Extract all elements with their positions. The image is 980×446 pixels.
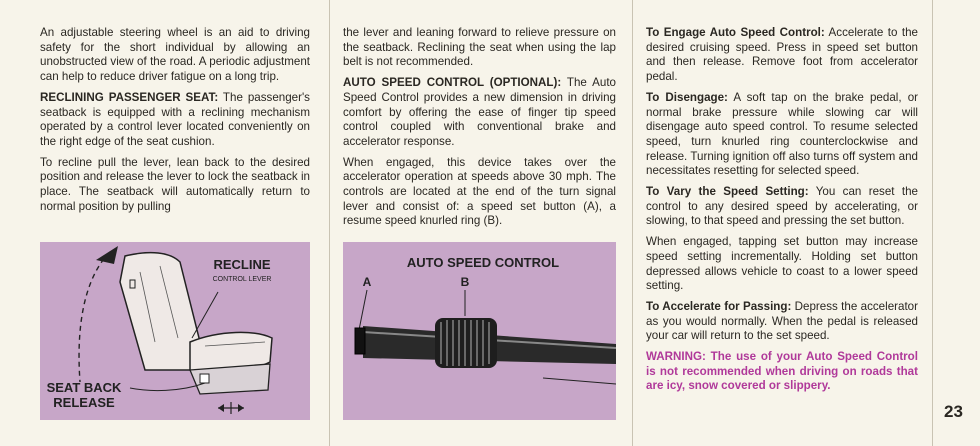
auto-speed-heading: AUTO SPEED CONTROL (OPTIONAL): xyxy=(343,76,562,90)
auto-speed-intro-text: The Auto Speed Control provides a new dimension in driving comfort by offering the ease of finger tip speed control coupled with conventional brake and accelerator response. xyxy=(343,76,616,148)
resume-knurled-ring xyxy=(435,318,497,368)
column-divider xyxy=(932,0,933,446)
column-2 xyxy=(343,26,616,235)
page-number: 23 xyxy=(944,402,963,421)
column-divider xyxy=(632,0,633,446)
engage-heading: To Engage Auto Speed Control: xyxy=(646,26,825,39)
label-b: B xyxy=(460,275,470,289)
steering-wheel-paragraph: An adjustable steering wheel is an aid to driving safety for the short individual by allowing an unobstructed view of the road. A periodic adjustment can help to reduce driver fatigue on a long trip. xyxy=(40,26,310,84)
column-1 xyxy=(40,26,310,220)
passing-text: Depress the accelerator as you would normally. When the pedal is released your car will return to the set speed. xyxy=(646,299,918,343)
passing-paragraph xyxy=(646,300,918,344)
label-a: A xyxy=(362,275,372,289)
engage-text: Accelerate to the desired cruising speed. Press in speed set button and then release. Remove foot from accelerator pedal. xyxy=(646,26,918,84)
vary-speed-heading: To Vary the Speed Setting: xyxy=(646,185,809,199)
recline-label: RECLINE xyxy=(213,257,271,272)
release-label: RELEASE xyxy=(53,395,115,410)
column-3 xyxy=(646,26,918,400)
seat-back-shape xyxy=(120,253,200,370)
auto-speed-control-figure xyxy=(343,242,616,420)
disengage-text: A soft tap on the brake pedal, or normal brake pressure while slowing car will disengage auto speed control. To resume selected speed, turn knurled ring counterclockwise and release. Turning ignition off also turns off system and necessitates resetting for selected speed. xyxy=(646,90,918,178)
warning-paragraph: WARNING: The use of your Auto Speed Control is not recommended when driving on roads that are icy, snow covered or slippery. xyxy=(646,350,918,393)
engage-paragraph xyxy=(646,26,918,85)
recline-instructions-paragraph: To recline pull the lever, lean back to the desired position and release the lever to lock the seatback in place. The seatback will automatically return to normal position by pulling xyxy=(40,155,310,213)
recline-continued-paragraph: the lever and leaning forward to relieve pressure on the seatback. Reclining the seat when using the lap belt is not recommended. xyxy=(343,26,616,69)
vary-speed-paragraph xyxy=(646,185,918,229)
recline-arc xyxy=(79,252,110,382)
reclining-seat-illustration xyxy=(40,242,310,420)
reclining-seat-paragraph xyxy=(40,91,310,150)
disengage-heading: To Disengage: xyxy=(646,90,728,104)
column-divider xyxy=(329,0,330,446)
reclining-seat-heading: RECLINING PASSENGER SEAT: xyxy=(40,90,219,104)
recline-arrow-icon xyxy=(96,246,118,264)
auto-speed-engaged-paragraph: When engaged, this device takes over the accelerator operation at speeds above 30 mph. The controls are located at the end of the turn signal lever and consist of: a speed set button (A), a resume speed knurled ring (B). xyxy=(343,155,616,228)
release-lever xyxy=(200,374,209,383)
vary-speed-text: You can reset the control to any desired speed by accelerating, or slowing, to that speed and pressing the set button. xyxy=(646,185,918,228)
reclining-seat-figure xyxy=(40,242,310,420)
set-button-paragraph: When engaged, tapping set button may increase speed setting incrementally. Holding set button depressed allows vehicle to coast to a lower speed setting. xyxy=(646,235,918,293)
passing-heading: To Accelerate for Passing: xyxy=(646,299,792,313)
speed-control-illustration xyxy=(343,242,616,420)
disengage-paragraph xyxy=(646,91,918,179)
speed-set-button xyxy=(355,328,365,354)
speed-control-title: AUTO SPEED CONTROL xyxy=(406,255,560,270)
auto-speed-intro-paragraph xyxy=(343,76,616,150)
seat-back-label: SEAT BACK xyxy=(46,380,122,395)
reclining-seat-text: The passenger's seatback is equipped with a reclining mechanism operated by a control lever located conveniently on the right edge of the seat cushion. xyxy=(40,90,310,148)
control-lever-label: CONTROL LEVER xyxy=(212,276,272,283)
